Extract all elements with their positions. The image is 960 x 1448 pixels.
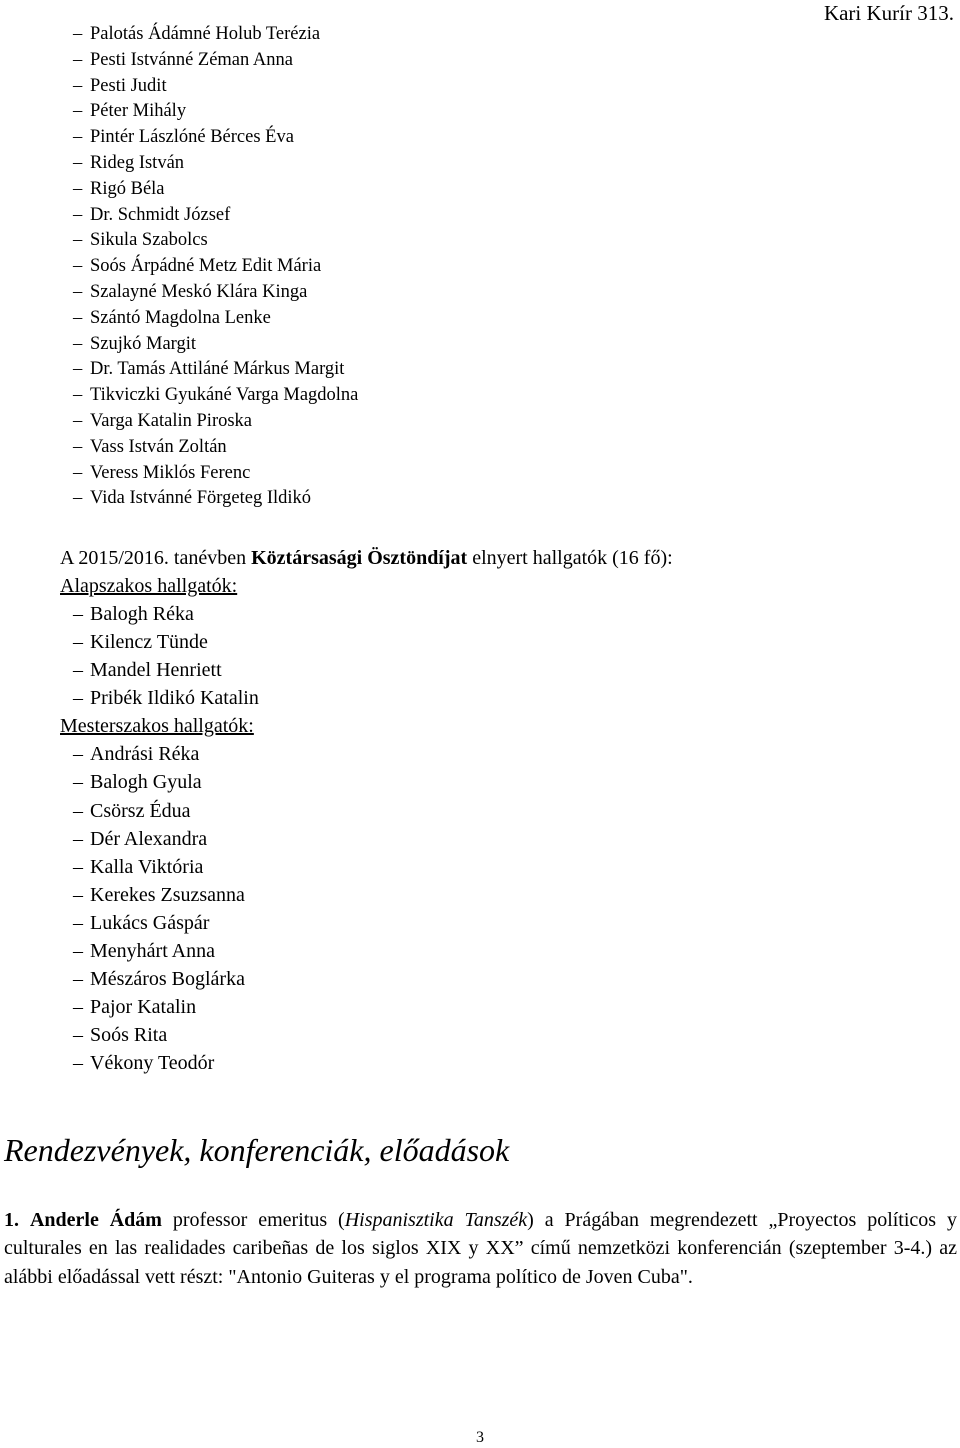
list-item-text: Menyhárt Anna: [90, 940, 215, 963]
event-item-number: 1.: [4, 1209, 19, 1231]
list-item-text: Vida Istvánné Förgeteg Ildikó: [90, 488, 312, 509]
master-student-item: [73, 937, 950, 965]
event-department: Hispanisztika Tanszék: [344, 1209, 528, 1231]
page-number: 3: [476, 1429, 484, 1446]
list-item-text: Balogh Gyula: [90, 771, 202, 794]
name-list-item: [73, 228, 358, 254]
list-dash: –: [73, 204, 83, 225]
list-item-text: Dr. Tamás Attiláné Márkus Margit: [90, 359, 345, 380]
list-dash: –: [73, 771, 83, 794]
list-dash: –: [73, 410, 83, 431]
list-item-text: Péter Mihály: [90, 101, 187, 122]
list-item-text: Pribék Ildikó Katalin: [90, 687, 259, 710]
list-item-text: Balogh Réka: [90, 603, 194, 625]
list-item-text: Szujkó Margit: [90, 333, 197, 354]
name-list-item: [73, 409, 358, 435]
list-dash: –: [73, 256, 83, 277]
list-dash: –: [73, 24, 83, 44]
master-student-item: [73, 1021, 950, 1049]
list-dash: –: [73, 178, 83, 199]
list-dash: –: [73, 631, 83, 654]
name-list-item: [73, 357, 358, 383]
list-dash: –: [73, 1052, 83, 1075]
name-list-item: [73, 383, 358, 409]
bachelor-student-item: [73, 684, 950, 712]
list-item-text: Palotás Ádámné Holub Terézia: [90, 24, 321, 44]
page-header-title: Kari Kurír 313.: [823, 1, 954, 25]
list-dash: –: [73, 996, 83, 1019]
list-dash: –: [73, 436, 83, 457]
master-student-item: [73, 740, 950, 768]
list-dash: –: [73, 883, 83, 906]
list-item-text: Csörsz Édua: [90, 799, 191, 822]
event-text-part-2: ) a Prágában megrendezett „Proyectos políticos y culturales en las realidades caribeñas de los siglos XIX y XX” című nemzetközi konferencián (szeptember 3-4.) az alábbi előadással vett részt: "Antonio Guiteras y el programa político de Joven Cuba".: [4, 1209, 958, 1288]
scholarship-section: [60, 544, 950, 1078]
list-dash: –: [73, 911, 83, 934]
master-heading: Mesterszakos hallgatók:: [60, 715, 254, 738]
name-list-item: [73, 254, 358, 280]
name-list-item: [73, 99, 358, 125]
list-dash: –: [73, 75, 83, 96]
list-item-text: Varga Katalin Piroska: [90, 410, 253, 431]
list-dash: –: [73, 743, 83, 766]
bachelor-heading: Alapszakos hallgatók:: [60, 575, 238, 597]
master-student-item: [73, 1049, 950, 1077]
intro-text-before: A 2015/2016. tanévben: [60, 547, 252, 569]
bachelor-list: [60, 600, 950, 712]
list-item-text: Dr. Schmidt József: [90, 204, 231, 225]
name-list-item: [73, 151, 358, 177]
name-list-item: [73, 280, 358, 306]
list-dash: –: [73, 333, 83, 354]
scholarship-intro: [60, 544, 950, 572]
name-list-item: [73, 486, 358, 512]
list-item-text: Pesti Istvánné Zéman Anna: [90, 49, 293, 70]
list-item-text: Andrási Réka: [90, 743, 200, 766]
bachelor-student-item: [73, 628, 950, 656]
list-item-text: Rigó Béla: [90, 178, 165, 199]
name-list-top: [73, 22, 358, 512]
list-dash: –: [73, 462, 83, 483]
name-list-item: [73, 48, 358, 74]
master-student-item: [73, 993, 950, 1021]
name-list-item: [73, 306, 358, 332]
master-student-item: [73, 797, 950, 825]
list-dash: –: [73, 940, 83, 963]
list-dash: –: [73, 659, 83, 682]
list-item-text: Dér Alexandra: [90, 827, 208, 850]
name-list-item: [73, 203, 358, 229]
list-item-text: Pintér Lászlóné Bérces Éva: [90, 127, 294, 148]
list-item-text: Soós Rita: [90, 1024, 168, 1047]
list-item-text: Szántó Magdolna Lenke: [90, 307, 271, 328]
list-item-text: Mészáros Boglárka: [90, 968, 245, 991]
list-item-text: Vass István Zoltán: [90, 436, 227, 457]
list-dash: –: [73, 49, 83, 70]
list-item-text: Kalla Viktória: [90, 855, 204, 878]
master-student-item: [73, 768, 950, 796]
list-dash: –: [73, 603, 83, 625]
list-item-text: Sikula Szabolcs: [90, 230, 208, 251]
event-text-part-1: professor emeritus (: [161, 1209, 345, 1231]
name-list-item: [73, 435, 358, 461]
list-item-text: Vékony Teodór: [90, 1052, 215, 1075]
list-item-text: Mandel Henriett: [90, 659, 222, 682]
master-student-item: [73, 881, 950, 909]
list-dash: –: [73, 488, 83, 509]
list-dash: –: [73, 127, 83, 148]
event-item-1: [4, 1206, 957, 1291]
events-heading: Rendezvények, konferenciák, előadások: [4, 1132, 510, 1168]
list-item-text: Pajor Katalin: [90, 996, 197, 1019]
list-item-text: Rideg István: [90, 152, 185, 173]
name-list-item: [73, 74, 358, 100]
list-dash: –: [73, 827, 83, 850]
master-student-item: [73, 965, 950, 993]
list-dash: –: [73, 230, 83, 251]
list-item-text: Tikviczki Gyukáné Varga Magdolna: [90, 385, 359, 406]
list-dash: –: [73, 855, 83, 878]
intro-text-after: elnyert hallgatók (16 fő):: [467, 547, 673, 569]
master-student-item: [73, 853, 950, 881]
list-dash: –: [73, 385, 83, 406]
list-item-text: Lukács Gáspár: [90, 911, 210, 934]
list-dash: –: [73, 152, 83, 173]
name-list-item: [73, 177, 358, 203]
master-list: [60, 740, 950, 1077]
list-dash: –: [73, 281, 83, 302]
list-dash: –: [73, 359, 83, 380]
name-list-item: [73, 461, 358, 487]
list-dash: –: [73, 1024, 83, 1047]
name-list-item: [73, 125, 358, 151]
list-item-text: Kilencz Tünde: [90, 631, 208, 654]
list-item-text: Soós Árpádné Metz Edit Mária: [90, 256, 322, 277]
intro-scholarship-name: Köztársasági Ösztöndíjat: [251, 547, 468, 569]
bachelor-student-item: [73, 600, 950, 628]
list-dash: –: [73, 307, 83, 328]
master-student-item: [73, 909, 950, 937]
name-list-item: [73, 332, 358, 358]
master-student-item: [73, 825, 950, 853]
list-item-text: Pesti Judit: [90, 75, 167, 96]
list-item-text: Veress Miklós Ferenc: [90, 462, 251, 483]
bachelor-student-item: [73, 656, 950, 684]
list-dash: –: [73, 799, 83, 822]
list-dash: –: [73, 101, 83, 122]
list-dash: –: [73, 687, 83, 710]
list-item-text: Kerekes Zsuzsanna: [90, 883, 245, 906]
list-dash: –: [73, 968, 83, 991]
list-item-text: Szalayné Meskó Klára Kinga: [90, 281, 308, 302]
name-list-item: [73, 22, 358, 48]
event-person-name: Anderle Ádám: [29, 1209, 162, 1231]
